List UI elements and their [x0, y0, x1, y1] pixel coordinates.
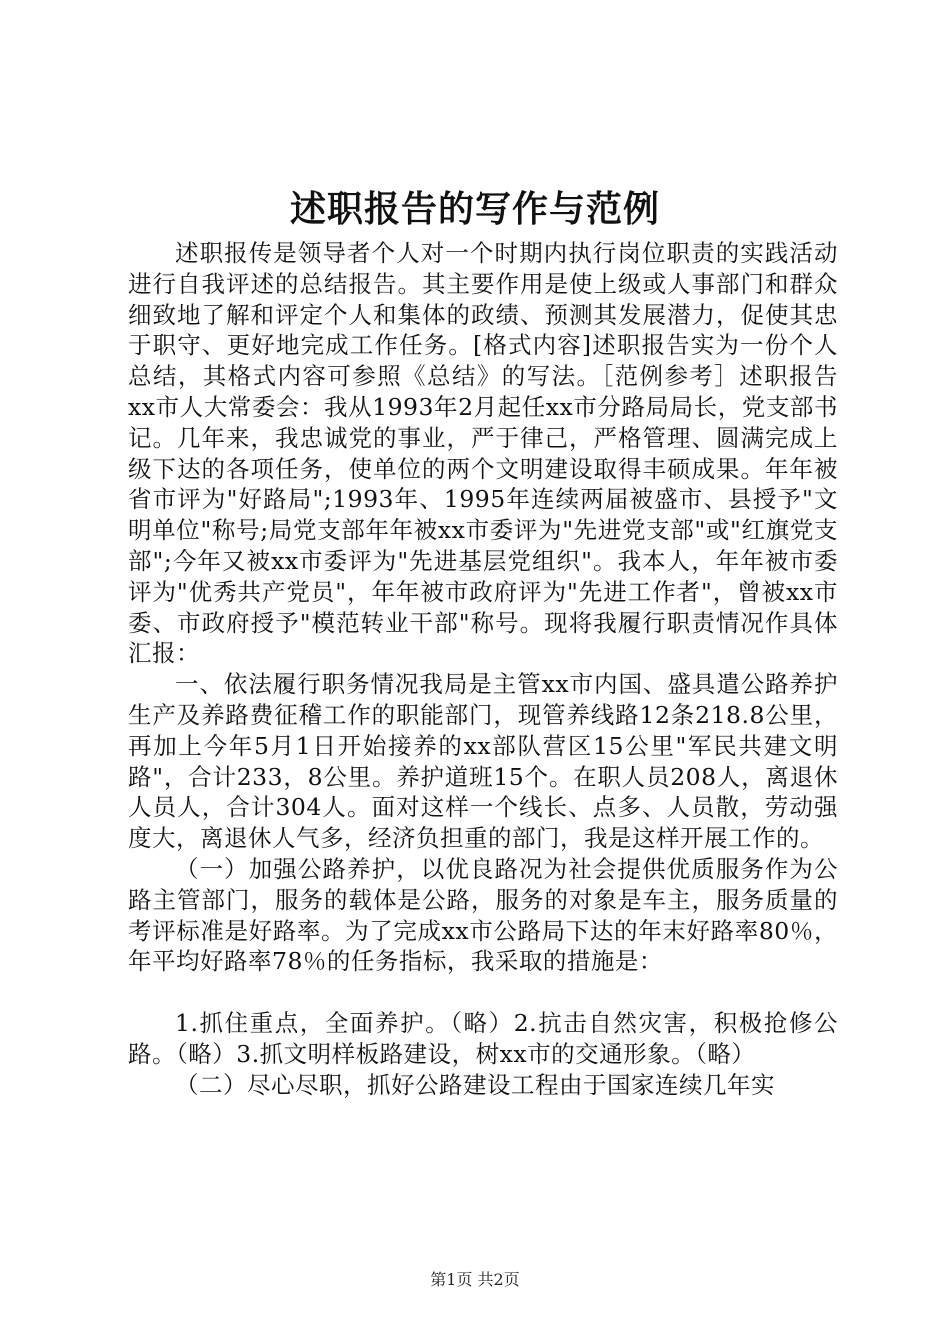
paragraph-subsection-two: （二）尽心尽职，抓好公路建设工程由于国家连续几年实	[175, 1070, 775, 1099]
document-body	[128, 238, 838, 1101]
page-footer: 第1页 共2页	[430, 1270, 520, 1289]
paragraph-subsection-one: （一）加强公路养护，以优良路况为社会提供优质服务作为公路主管部门，服务的载体是公路，服务的对象是车主，服务质量的考评标准是好路率。为了完成xx市公路局下达的年末好路率80％，年平均好路率78％的任务指标，我采取的措施是：	[128, 854, 838, 976]
paragraph-intro: 述职报传是领导者个人对一个时期内执行岗位职责的实践活动进行自我评述的总结报告。其主要作用是使上级或人事部门和群众细致地了解和评定个人和集体的政绩、预测其发展潜力，促使其忠于职守、更好地完成工作任务。[格式内容]述职报告实为一份个人总结，其格式内容可参照《总结》的写法。［范例参考］述职报告xx市人大常委会：我从1993年2月起任xx市分路局局长，党支部书记。几年来，我忠诚党的事业，严于律己，严格管理、圆满完成上级下达的各项任务，使单位的两个文明建设取得丰硕成果。年年被省市评为"好路局";1993年、1995年连续两届被盛市、县授予"文明单位"称号;局党支部年年被xx市委评为"先进党支部"或"红旗党支部";今年又被xx市委评为"先进基层党组织"。我本人，年年被市委评为"优秀共产党员"，年年被市政府评为"先进工作者"，曾被xx市委、市政府授予"模范转业干部"称号。现将我履行职责情况作具体汇报：	[128, 239, 838, 668]
document-title: 述职报告的写作与范例	[289, 188, 660, 230]
paragraph-section-one: 一、依法履行职务情况我局是主管xx市内国、盛具遣公路养护生产及养路费征稽工作的职能部门，现管养线路12条218.8公里，再加上今年5月1日开始接养的xx部队营区15公里"军民共建文明路"，合计233，8公里。养护道班15个。在职人员208人，离退休人员人，合计304人。面对这样一个线长、点多、人员散，劳动强度大，离退休人气多，经济负担重的部门，我是这样开展工作的。	[128, 670, 838, 853]
paragraph-measures-list: 1.抓住重点，全面养护。（略）2.抗击自然灾害，积极抢修公路。（略）3.抓文明样板路建设，树xx市的交通形象。（略）	[128, 1009, 838, 1068]
